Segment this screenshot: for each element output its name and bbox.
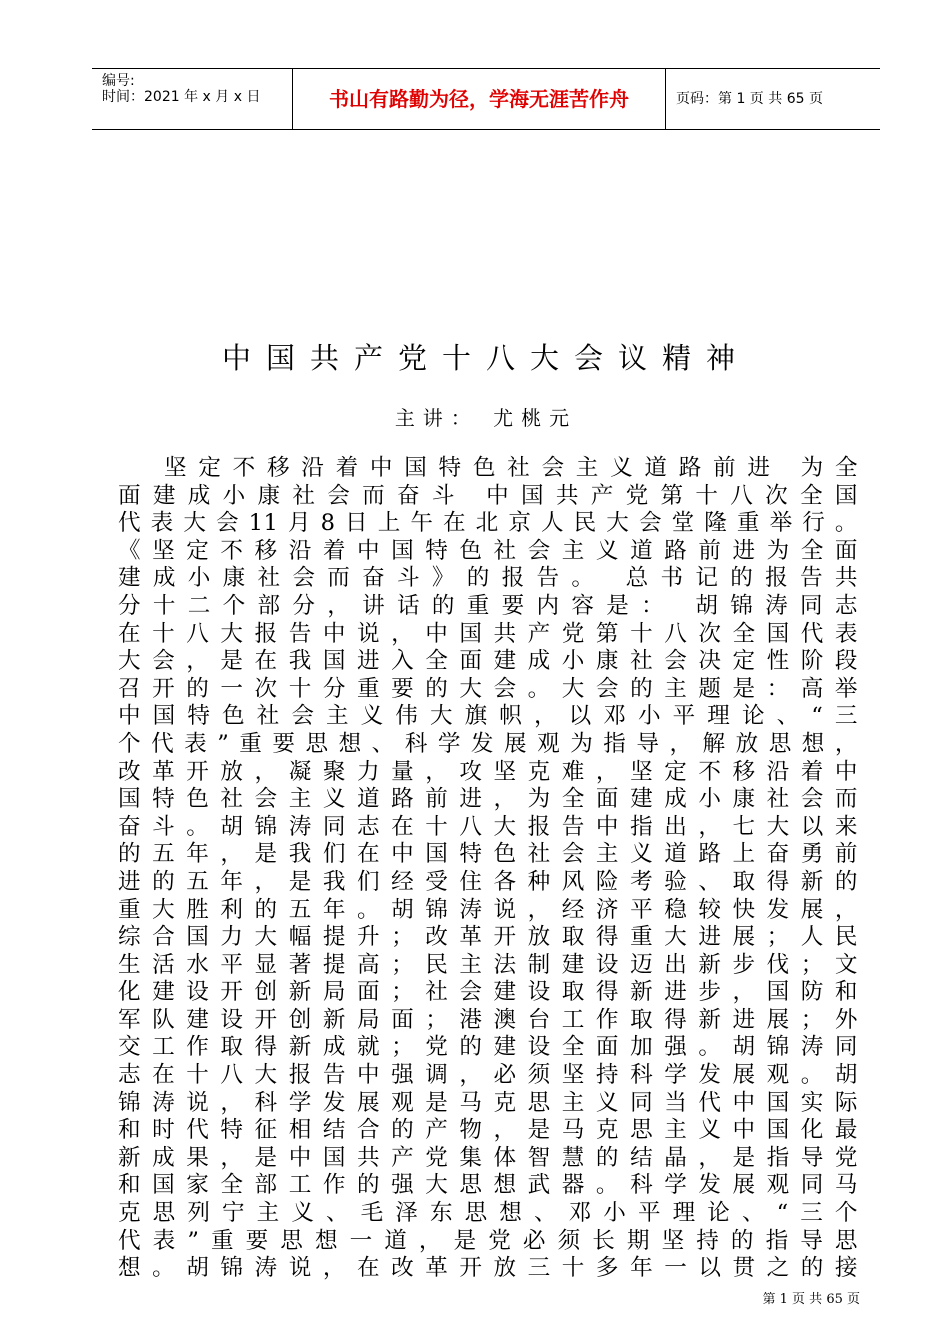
header-motto-cell xyxy=(293,69,666,129)
body-line: 奋斗。胡锦涛同志在十八大报告中指出，七大以来 xyxy=(118,813,858,840)
body-line: 综合国力大幅提升；改革开放取得重大进展；人民 xyxy=(118,924,858,951)
body-line: 想。胡锦涛说，在改革开放三十多年一以贯之的接 xyxy=(118,1255,858,1282)
body-line: 化建设开创新局面；社会建设取得新进步，国防和 xyxy=(118,979,858,1006)
body-line: 在十八大报告中说，中国共产党第十八次全国代表 xyxy=(118,620,858,647)
body-line: 的五年，是我们在中国特色社会主义道路上奋勇前 xyxy=(118,841,858,868)
page-code: 页码：第 1 页 共 65 页 xyxy=(676,91,823,107)
body-line: 进的五年，是我们经受住各种风险考验、取得新的 xyxy=(118,868,858,895)
body-line: 代表大会11月8日上午在北京人民大会堂隆重举行。 xyxy=(118,510,858,537)
header-page-cell xyxy=(666,69,880,129)
body-line: 和国家全部工作的强大思想武器。科学发展观同马 xyxy=(118,1172,858,1199)
body-line: 军队建设开创新局面；港澳台工作取得新进展；外 xyxy=(118,1006,858,1033)
body-line: 《坚定不移沿着中国特色社会主义道路前进为全面 xyxy=(118,537,858,564)
date-label: 时间：2021 年 x 月 x 日 xyxy=(102,89,261,105)
serial-number-label: 编号: xyxy=(102,73,135,89)
body-line: 生活水平显著提高；民主法制建设迈出新步伐；文 xyxy=(118,951,858,978)
body-line: 中国特色社会主义伟大旗帜，以邓小平理论、“三 xyxy=(118,703,858,730)
body-line: 召开的一次十分重要的大会。大会的主题是：高举 xyxy=(118,675,858,702)
body-line: 坚定不移沿着中国特色社会主义道路前进 为全 xyxy=(164,455,858,481)
page-header xyxy=(92,68,880,130)
body-line: 锦涛说，科学发展观是马克思主义同当代中国实际 xyxy=(118,1089,858,1116)
body-text xyxy=(118,455,858,1283)
body-line: 代表”重要思想一道，是党必须长期坚持的指导思 xyxy=(118,1227,858,1254)
header-meta-cell xyxy=(92,69,293,129)
body-line: 克思列宁主义、毛泽东思想、邓小平理论、“三个 xyxy=(118,1200,858,1227)
body-line: 大会，是在我国进入全面建成小康社会决定性阶段 xyxy=(118,648,858,675)
body-line: 和时代特征相结合的产物，是马克思主义中国化最 xyxy=(118,1117,858,1144)
body-line: 新成果，是中国共产党集体智慧的结晶，是指导党 xyxy=(118,1144,858,1171)
body-line: 建成小康社会而奋斗》的报告。 总书记的报告共 xyxy=(118,565,858,592)
body-line: 国特色社会主义道路前进，为全面建成小康社会而 xyxy=(118,786,858,813)
body-line: 面建成小康社会而奋斗 中国共产党第十八次全国 xyxy=(118,482,858,509)
page-footer: 第 1 页 共 65 页 xyxy=(762,1292,860,1307)
body-line: 分十二个部分，讲话的重要内容是： 胡锦涛同志 xyxy=(118,592,858,619)
body-line: 交工作取得新成就；党的建设全面加强。胡锦涛同 xyxy=(118,1034,858,1061)
body-line: 志在十八大报告中强调，必须坚持科学发展观。胡 xyxy=(118,1062,858,1089)
body-line: 重大胜利的五年。胡锦涛说，经济平稳较快发展， xyxy=(118,896,858,923)
document-title: 中国共产党十八大会议精神 xyxy=(221,341,750,375)
body-line: 个代表”重要思想、科学发展观为指导，解放思想， xyxy=(118,730,858,757)
lecturer-line: 主讲： 尤桃元 xyxy=(394,406,578,430)
body-line: 改革开放，凝聚力量，攻坚克难，坚定不移沿着中 xyxy=(118,758,858,785)
motto-text: 书山有路勤为径，学海无涯苦作舟 xyxy=(329,87,629,111)
